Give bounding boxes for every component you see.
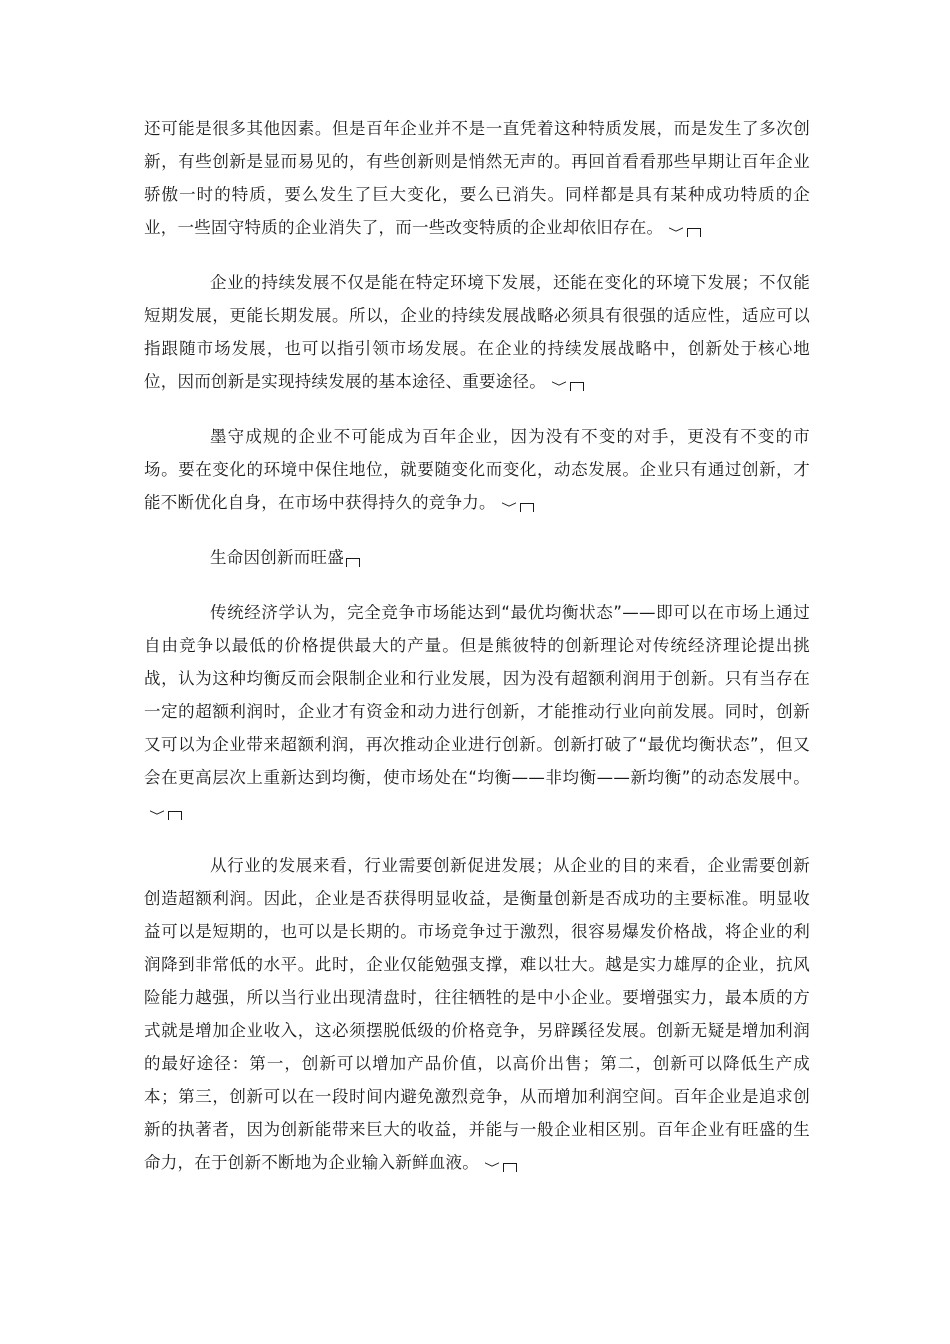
- line-break-mark-icon: [570, 382, 584, 391]
- line-break-mark-icon: [503, 1163, 517, 1172]
- section-heading-text: 生命因创新而旺盛: [210, 548, 344, 567]
- line-break-mark-icon: [687, 228, 701, 237]
- paragraph-mark-icon: [502, 498, 518, 510]
- paragraph-4: [144, 596, 810, 827]
- paragraph-mark-icon: [552, 377, 568, 389]
- section-heading: [144, 541, 810, 574]
- paragraph-mark-icon: [485, 1158, 501, 1170]
- paragraph-2: [144, 266, 810, 398]
- paragraph-2-text: 企业的持续发展不仅是能在特定环境下发展，还能在变化的环境下发展；不仅能短期发展，更能长期发展。所以，企业的持续发展战略必须具有很强的适应性，适应可以指跟随市场发展，也可以指引领市场发展。在企业的持续发展战略中，创新处于核心地位，因而创新是实现持续发展的基本途径、重要途径。: [144, 273, 810, 391]
- paragraph-mark-icon: [669, 223, 685, 235]
- line-break-mark-icon: [520, 503, 534, 512]
- line-break-mark-icon: [168, 811, 182, 820]
- paragraph-mark-icon: [150, 806, 166, 818]
- paragraph-3-text: 墨守成规的企业不可能成为百年企业，因为没有不变的对手，更没有不变的市场。要在变化的环境中保住地位，就要随变化而变化，动态发展。企业只有通过创新，才能不断优化自身，在市场中获得持久的竞争力。: [144, 427, 810, 512]
- line-break-mark-icon: [346, 558, 360, 567]
- paragraph-5: [144, 849, 810, 1179]
- paragraph-1: [144, 112, 810, 244]
- paragraph-4-text: 传统经济学认为，完全竞争市场能达到“最优均衡状态”——即可以在市场上通过自由竞争以最低的价格提供最大的产量。但是熊彼特的创新理论对传统经济理论提出挑战，认为这种均衡反而会限制企业和行业发展，因为没有超额利润用于创新。只有当存在一定的超额利润时，企业才有资金和动力进行创新，才能推动行业向前发展。同时，创新又可以为企业带来超额利润，再次推动企业进行创新。创新打破了“最优均衡状态”，但又会在更高层次上重新达到均衡，使市场处在“均衡——非均衡——新均衡”的动态发展中。: [144, 603, 810, 787]
- paragraph-1-text: 还可能是很多其他因素。但是百年企业并不是一直凭着这种特质发展，而是发生了多次创新，有些创新是显而易见的，有些创新则是悄然无声的。再回首看看那些早期让百年企业骄傲一时的特质，要么发生了巨大变化，要么已消失。同样都是具有某种成功特质的企业，一些固守特质的企业消失了，而一些改变特质的企业却依旧存在。: [144, 119, 810, 237]
- paragraph-3: [144, 420, 810, 519]
- paragraph-5-text: 从行业的发展来看，行业需要创新促进发展；从企业的目的来看，企业需要创新创造超额利润。因此，企业是否获得明显收益，是衡量创新是否成功的主要标准。明显收益可以是短期的，也可以是长期的。市场竞争过于激烈，很容易爆发价格战，将企业的利润降到非常低的水平。此时，企业仅能勉强支撑，难以壮大。越是实力雄厚的企业，抗风险能力越强，所以当行业出现清盘时，往往牺牲的是中小企业。要增强实力，最本质的方式就是增加企业收入，这必须摆脱低级的价格竞争，另辟蹊径发展。创新无疑是增加利润的最好途径：第一，创新可以增加产品价值，以高价出售；第二，创新可以降低生产成本；第三，创新可以在一段时间内避免激烈竞争，从而增加利润空间。百年企业是追求创新的执著者，因为创新能带来巨大的收益，并能与一般企业相区别。百年企业有旺盛的生命力，在于创新不断地为企业输入新鲜血液。: [144, 856, 810, 1172]
- document-body: [144, 112, 810, 1201]
